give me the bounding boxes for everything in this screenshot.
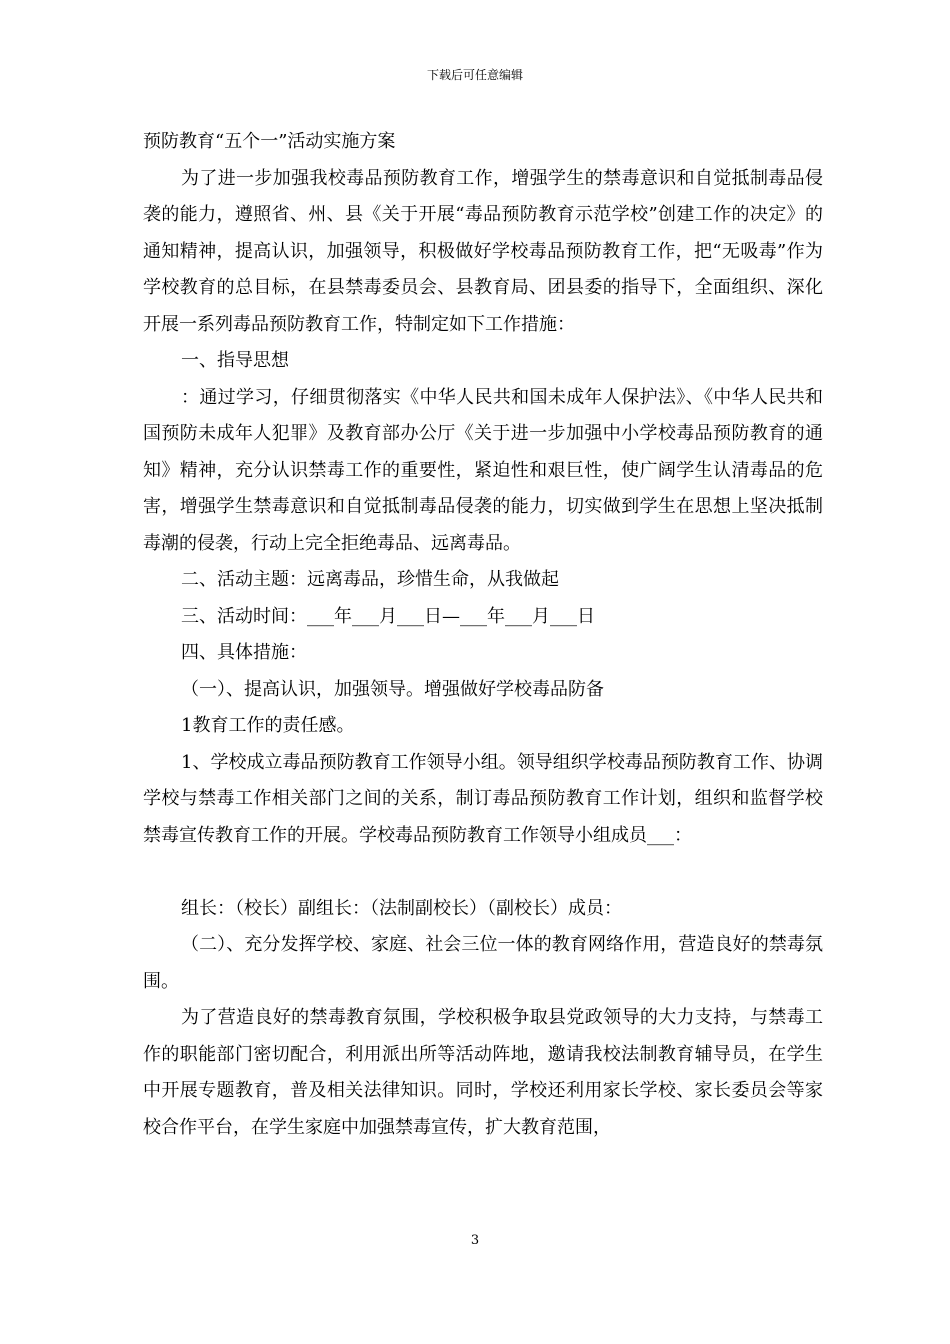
document-body [143,124,823,1146]
activity-time-line: 三、活动时间：___年___月___日—___年___月___日 [181,605,595,627]
subsection-heading-leadership-continued: 1教育工作的责任感。 [181,715,355,736]
section-heading-guiding-thought: 一、指导思想 [181,350,289,371]
blank-line [143,854,823,891]
subsection-heading-leadership: （一）、提高认识，加强领导。增强做好学校毒品防备 [181,678,604,700]
subsection-heading-education-network: （二）、充分发挥学校、家庭、社会三位一体的教育网络作用，营造良好的禁毒氛围。 [143,934,823,992]
group-members-line: 组长：（校长）副组长：（法制副校长）（副校长）成员： [181,897,622,919]
document-title: 预防教育“五个一”活动实施方案 [143,131,396,152]
page-header-note: 下载后可任意编辑 [426,68,523,82]
activity-theme-line: 二、活动主题：远离毒品，珍惜生命，从我做起 [181,569,559,590]
guiding-thought-paragraph: ：通过学习，仔细贯彻落实《中华人民共和国未成年人保护法》、《中华人民共和国预防未成年人犯罪》及教育部办公厅《关于进一步加强中小学校毒品预防教育的通知》精神，充分认识禁毒工作的重要性，紧迫性和艰巨性，使广阔学生认清毒品的危害，增强学生禁毒意识和自觉抵制毒品侵袭的能力，切实做到学生在思想上坚决抵制毒潮的侵袭，行动上完全拒绝毒品、远离毒品。 [143,386,823,554]
intro-paragraph: 为了进一步加强我校毒品预防教育工作，增强学生的禁毒意识和自觉抵制毒品侵袭的能力，遵照省、州、县《关于开展“毒品预防教育示范学校”创建工作的决定》的通知精神，提高认识，加强领导，积极做好学校毒品预防教育工作，把“无吸毒”作为学校教育的总目标，在县禁毒委员会、县教育局、团县委的指导下，全面组织、深化开展一系列毒品预防教育工作，特制定如下工作措施： [143,167,823,335]
page-number: 3 [470,1233,480,1248]
leadership-group-paragraph: 1、学校成立毒品预防教育工作领导小组。领导组织学校毒品预防教育工作、协调学校与禁毒工作相关部门之间的关系，制订毒品预防教育工作计划，组织和监督学校禁毒宣传教育工作的开展。学校毒品预防教育工作领导小组成员___： [143,751,823,846]
education-network-paragraph: 为了营造良好的禁毒教育氛围，学校积极争取县党政领导的大力支持，与禁毒工作的职能部门密切配合，利用派出所等活动阵地，邀请我校法制教育辅导员，在学生中开展专题教育，普及相关法律知识。同时，学校还利用家长学校、家长委员会等家校合作平台，在学生家庭中加强禁毒宣传，扩大教育范围， [143,1007,823,1138]
section-heading-measures: 四、具体措施： [181,642,307,663]
